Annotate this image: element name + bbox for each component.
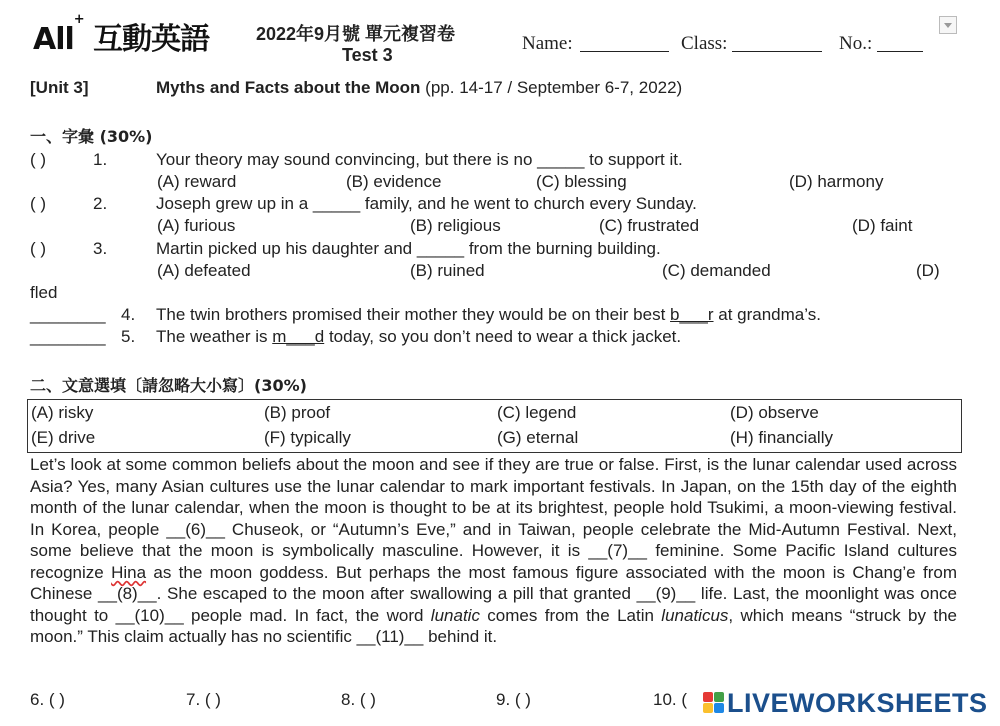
q5-number: 5. xyxy=(121,327,136,346)
logo-plus: + xyxy=(73,12,84,27)
passage-part-4: , which means “struck by the moon.” This claim actually has no scientific __(11)__ behind it. xyxy=(30,605,957,646)
q1-stem: Your theory may sound convincing, but there is no _____ to support it. xyxy=(156,150,683,169)
name-label: Name: xyxy=(522,33,573,54)
cloze-passage xyxy=(30,454,957,648)
class-label: Class: xyxy=(681,33,728,54)
q2-option-d: (D) faint xyxy=(852,216,913,235)
word-bank-option-b: (B) proof xyxy=(264,403,331,422)
brand-logo xyxy=(33,14,209,58)
q3-number: 3. xyxy=(93,239,108,258)
q3-option-b: (B) ruined xyxy=(410,261,485,280)
passage-part-1: Let’s look at some common beliefs about the moon and see if they are true or false. First, is the lunar calendar used across Asia? Yes, many Asian cultures use the lunar calendar to mark important festivals. In Japan, on the 15th day of the eighth month of the lunar calendar, when the moon is thought to be at its brightest, people hold Tsukimi, a moon-viewing festival. In Korea, people __(6)__ Chuseok, or “Autumn’s Eve,” and in Taiwan, people celebrate the Mid-Autumn Festival. Next, some believe that the moon is symbolically masculine. However, it is __(7)__ feminine. Some Pacific Island cultures recognize xyxy=(30,455,957,582)
section2-heading: 二、文意選填〔請忽略大小寫〕(30%) xyxy=(30,376,307,395)
word-bank-option-c: (C) legend xyxy=(497,403,577,422)
q2-option-b: (B) religious xyxy=(410,216,501,235)
answer-10[interactable]: 10. ( xyxy=(653,690,688,709)
q4-stem-pre: The twin brothers promised their mother they would be on their best xyxy=(156,305,671,324)
logo-main-text: All xyxy=(33,22,74,57)
test-title: Test 3 xyxy=(342,45,393,65)
passage-word-lunatic: lunatic xyxy=(430,605,480,625)
q1-option-a: (A) reward xyxy=(157,172,237,191)
q5-letter-hint: m___d xyxy=(272,327,325,346)
q5-stem xyxy=(156,327,681,347)
q2-answer-paren[interactable]: ( ) xyxy=(30,194,47,213)
passage-part-2: as the moon goddess. But perhaps the most famous figure associated with the moon is Chang’e from Chinese __(8)__. She escaped to the moon after swallowing a pill that granted __(9)__ life. Last, the moonlight was once thought to __(10)__ people mad. In fact, the word xyxy=(30,562,957,625)
liveworksheets-watermark xyxy=(703,688,988,719)
word-bank-option-a: (A) risky xyxy=(31,403,94,422)
q5-answer-blank[interactable]: ________ xyxy=(30,327,106,346)
answer-6[interactable]: 6. ( ) xyxy=(30,690,65,709)
issue-title: 2022年9月號 單元複習卷 xyxy=(256,24,456,44)
q1-option-d: (D) harmony xyxy=(789,172,884,191)
liveworksheets-logo-icon xyxy=(703,692,725,714)
q2-option-c: (C) frustrated xyxy=(599,216,700,235)
number-field[interactable] xyxy=(877,33,923,52)
answer-9[interactable]: 9. ( ) xyxy=(496,690,531,709)
q1-number: 1. xyxy=(93,150,108,169)
q5-stem-post: today, so you don’t need to wear a thick jacket. xyxy=(324,327,682,346)
number-label: No.: xyxy=(839,33,873,54)
q3-option-c: (C) demanded xyxy=(662,261,771,280)
word-bank-option-f: (F) typically xyxy=(264,428,351,447)
name-field[interactable] xyxy=(580,33,669,52)
word-bank-option-d: (D) observe xyxy=(730,403,819,422)
answer-8[interactable]: 8. ( ) xyxy=(341,690,376,709)
q3-option-a: (A) defeated xyxy=(157,261,251,280)
q2-option-a: (A) furious xyxy=(157,216,236,235)
passage-part-3: comes from the Latin xyxy=(479,605,662,625)
unit-title: Myths and Facts about the Moon xyxy=(156,78,421,97)
dropdown-toggle-icon[interactable] xyxy=(939,16,957,34)
q3-option-d: (D) xyxy=(916,261,940,280)
section1-heading: 一、字彙 (30%) xyxy=(30,127,153,146)
q3-answer-paren[interactable]: ( ) xyxy=(30,239,47,258)
q3-option-d-text: fled xyxy=(30,283,58,302)
unit-label: [Unit 3] xyxy=(30,78,89,97)
unit-pages: (pp. 14-17 / September 6-7, 2022) xyxy=(420,78,683,97)
q4-stem xyxy=(156,305,821,325)
q3-stem: Martin picked up his daughter and _____ from the burning building. xyxy=(156,239,661,258)
q4-number: 4. xyxy=(121,305,136,324)
q1-option-b: (B) evidence xyxy=(346,172,442,191)
passage-paragraph xyxy=(30,454,957,648)
q4-stem-post: at grandma’s. xyxy=(713,305,821,324)
q1-option-c: (C) blessing xyxy=(536,172,627,191)
liveworksheets-text: LIVEWORKSHEETS xyxy=(727,688,988,718)
word-bank-option-g: (G) eternal xyxy=(497,428,579,447)
word-bank-option-e: (E) drive xyxy=(31,428,96,447)
class-field[interactable] xyxy=(732,33,822,52)
q5-stem-pre: The weather is xyxy=(156,327,273,346)
logo-chinese-text: 互動英語 xyxy=(93,22,210,57)
passage-word-lunaticus: lunaticus xyxy=(661,605,729,625)
q2-number: 2. xyxy=(93,194,108,213)
q2-stem: Joseph grew up in a _____ family, and he went to church every Sunday. xyxy=(156,194,697,213)
q4-letter-hint: b___r xyxy=(670,305,714,324)
word-bank-option-h: (H) financially xyxy=(730,428,833,447)
passage-word-hina: Hina xyxy=(111,562,147,582)
q1-answer-paren[interactable]: ( ) xyxy=(30,150,47,169)
unit-title-line xyxy=(156,78,682,98)
answer-7[interactable]: 7. ( ) xyxy=(186,690,221,709)
q4-answer-blank[interactable]: ________ xyxy=(30,305,106,324)
